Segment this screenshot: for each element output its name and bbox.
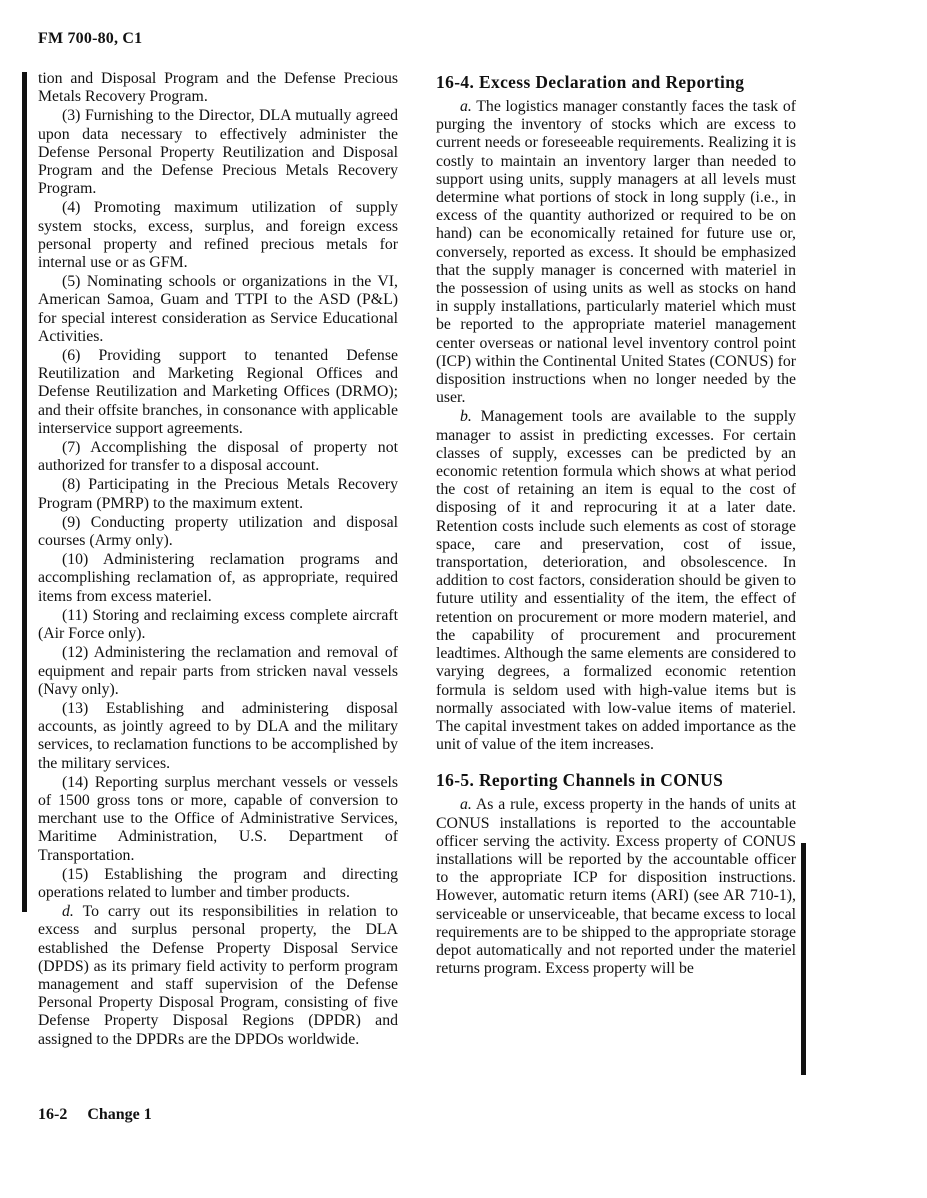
paragraph: (7) Accomplishing the disposal of property not authorized for transfer to a disposal account. xyxy=(38,439,398,475)
paragraph-a xyxy=(436,98,796,407)
paragraph-text: As a rule, excess property in the hands of units at CONUS installations is reported to the accountable officer serving the activity. Excess property of CONUS installations will be reported by the accountable officer to the appropriate ICP for disposition instructions. However, automatic return items (ARI) (see AR 710-1), serviceable or unserviceable, that became excess to local requirements are to be shipped to the appropriate storage depot automatically and not reported under the materiel returns program. Excess property will be xyxy=(436,796,796,978)
paragraph: (15) Establishing the program and directing operations related to lumber and timber products. xyxy=(38,865,398,901)
paragraph: (12) Administering the reclamation and removal of equipment and repair parts from stricken naval vessels (Navy only). xyxy=(38,644,398,698)
paragraph-d xyxy=(38,903,398,1049)
paragraph-text: The logistics manager constantly faces the task of purging the inventory of stocks which are excess to current needs or foreseeable requirements. Realizing it is costly to maintain an inventory larger than needed to support using units, supply managers at all levels must determine what portions of stock in long supply (i.e., in excess of the quantity authorized or required to be on hand) can be economically retained for future use or, conversely, reported as excess. It should be emphasized that the supply manager is concerned with materiel in the possession of using units as well as stocks on hand in supply installations, particularly materiel which must be reported to the appropriate materiel management center overseas or national level inventory control point (ICP) within the Continental United States (CONUS) for disposition instructions when no longer needed by the user. xyxy=(436,98,796,407)
paragraph-lead: d. xyxy=(62,903,74,921)
paragraph: (14) Reporting surplus merchant vessels or vessels of 1500 gross tons or more, capable of conversion to merchant use to the Office of Administrative Services, Maritime Administration, U.S. Department of Transportation. xyxy=(38,773,398,864)
paragraph-a2 xyxy=(436,796,796,978)
right-column xyxy=(436,70,796,979)
paragraph: (10) Administering reclamation programs and accomplishing reclamation of, as appropriate, required items from excess materiel. xyxy=(38,551,398,605)
paragraph-text: Management tools are available to the supply manager to assist in predicting excesses. For certain classes of supply, excesses can be predicted by an economic retention formula which shows at what period the cost of retaining an item is equal to the cost of disposing of it and reprocuring it at a later date. Retention costs include such elements as cost of storage space, care and preservation, cost of issue, transportation, deterioration, and obsolescence. In addition to cost factors, consideration should be given to future utility and essentiality of the item, the effect of retention on procurement or more modern materiel, and the capability of procurement and procurement leadtimes. Although the same elements are considered to varying degrees, a formalized economic retention formula is seldom used with high-value items but is normally associated with low-value items of materiel. The capital investment takes on added importance as the unit of value of the item increases. xyxy=(436,408,797,754)
paragraph-lead: b. xyxy=(460,408,472,426)
paragraph: (3) Furnishing to the Director, DLA mutually agreed upon data necessary to effectively administer the Defense Personal Property Reutilization and Disposal Program and the Defense Precious Metals Recovery Program. xyxy=(38,107,398,198)
change-label: Change 1 xyxy=(87,1106,152,1123)
page-footer xyxy=(38,1106,168,1124)
change-bar-left xyxy=(22,72,27,912)
paragraph: (8) Participating in the Precious Metals Recovery Program (PMRP) to the maximum extent. xyxy=(38,476,398,512)
paragraph: (9) Conducting property utilization and disposal courses (Army only). xyxy=(38,513,398,550)
paragraph: (13) Establishing and administering disposal accounts, as jointly agreed to by DLA and the military services, to reclamation functions to be accomplished by the military services. xyxy=(38,699,398,772)
page-number: 16-2 xyxy=(38,1106,68,1123)
paragraph-b xyxy=(436,408,796,754)
paragraph-lead: a. xyxy=(460,796,472,814)
change-bar-right xyxy=(801,843,806,1075)
section-heading-16-5: 16-5. Reporting Channels in CONUS xyxy=(436,770,724,791)
paragraph: (6) Providing support to tenanted Defense Reutilization and Marketing Regional Offices and Defense Reutilization and Marketing Offices (DRMO); and their offsite branches, in consonance with applicable interservice support agreements. xyxy=(38,347,398,437)
paragraph: (5) Nominating schools or organizations in the VI, American Samoa, Guam and TTPI to the ASD (P&L) for special interest consideration as Service Educational Activities. xyxy=(38,273,398,345)
page-header: FM 700-80, C1 xyxy=(38,30,143,47)
left-column xyxy=(38,70,398,1050)
section-heading-16-4: 16-4. Excess Declaration and Reporting xyxy=(436,72,745,92)
paragraph: tion and Disposal Program and the Defense Precious Metals Recovery Program. xyxy=(38,70,398,106)
paragraph-text: To carry out its responsibilities in relation to excess and surplus personal property, the DLA established the Defense Property Disposal Service (DPDS) as its primary field activity to perform program management and staff supervision of the Defense Personal Property Disposal Program, consisting of five Defense Property Disposal Regions (DPDR) and assigned to the DPDRs are the DPDOs worldwide. xyxy=(38,903,398,1048)
paragraph: (11) Storing and reclaiming excess complete aircraft (Air Force only). xyxy=(38,606,398,643)
paragraph: (4) Promoting maximum utilization of supply system stocks, excess, surplus, and foreign excess personal property and refined precious metals for internal use or as GFM. xyxy=(38,199,398,272)
paragraph-lead: a. xyxy=(460,98,472,115)
